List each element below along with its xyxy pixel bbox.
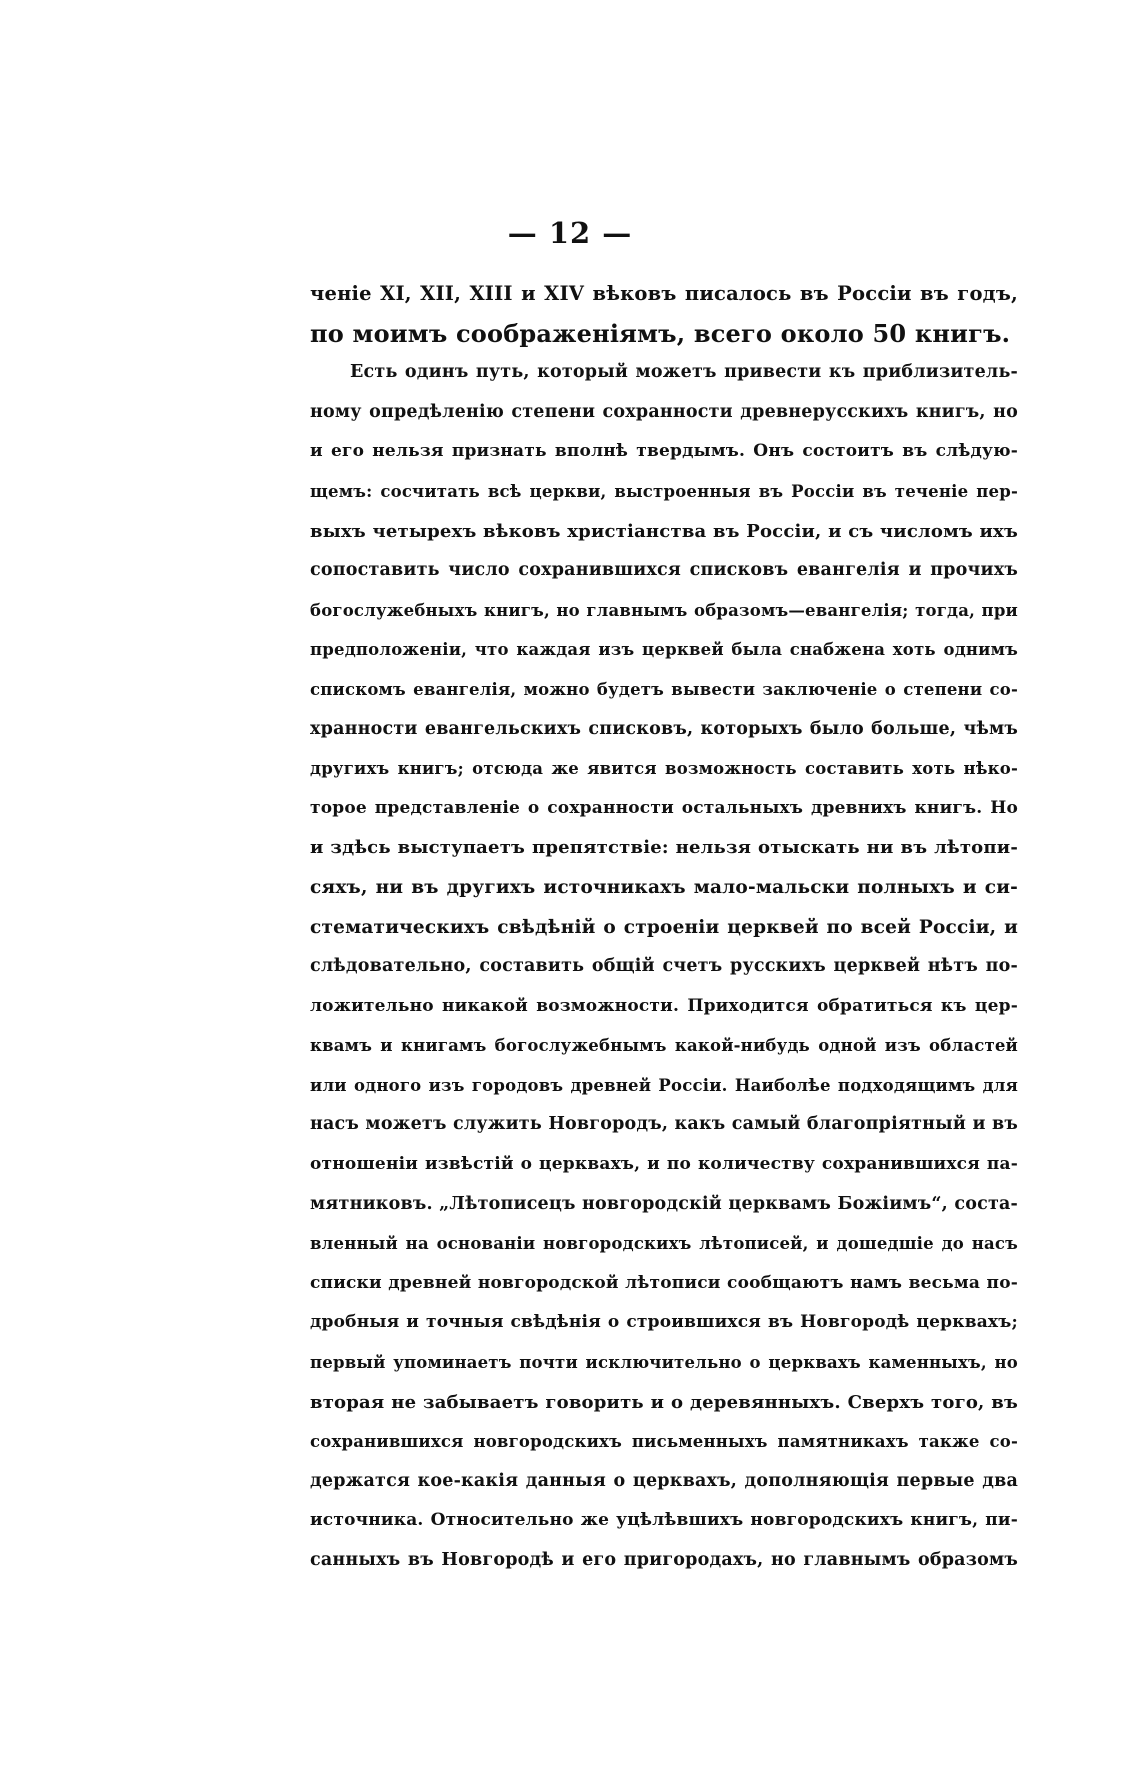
text-line: квамъ и книгамъ богослужебнымъ какой-нибудь одной изъ областей (310, 1036, 1018, 1056)
text-line: или одного изъ городовъ древней Россіи. Наиболѣе подходящимъ для (310, 1075, 1018, 1095)
text-line: сяхъ, ни въ другихъ источникахъ мало-мальски полныхъ и си- (310, 876, 1018, 898)
text-line: предположеніи, что каждая изъ церквей была снабжена хоть однимъ (310, 640, 1018, 660)
text-line: санныхъ въ Новгородѣ и его пригородахъ, но главнымъ образомъ (310, 1550, 1018, 1570)
text-line: отношеніи извѣстій о церквахъ, и по количеству сохранившихся па- (310, 1154, 1018, 1175)
text-line: хранности евангельскихъ списковъ, которыхъ было больше, чѣмъ (310, 718, 1018, 739)
page-number: — 12 — (507, 216, 633, 250)
text-line: списки древней новгородской лѣтописи сообщаютъ намъ весьма по- (310, 1272, 1018, 1293)
text-line: вленный на основаніи новгородскихъ лѣтописей, и дошедшіе до насъ (310, 1234, 1018, 1254)
text-line: слѣдовательно, составить общій счетъ русскихъ церквей нѣтъ по- (310, 956, 1018, 977)
text-line: другихъ книгъ; отсюда же явится возможность составить хоть нѣко- (310, 759, 1018, 779)
text-line: выхъ четырехъ вѣковъ христіанства въ Россіи, и съ числомъ ихъ (310, 520, 1018, 542)
text-line: сопоставить число сохранившихся списковъ евангелія и прочихъ (310, 560, 1018, 581)
text-line: насъ можетъ служить Новгородъ, какъ самый благопріятный и въ (310, 1114, 1018, 1135)
text-line: богослужебныхъ книгъ, но главнымъ образомъ—евангелія; тогда, при (310, 600, 1018, 620)
text-line: и здѣсь выступаетъ препятствіе: нельзя отыскать ни въ лѣтопи- (310, 837, 1018, 859)
text-line: и его нельзя признать вполнѣ твердымъ. Онъ состоитъ въ слѣдую- (310, 441, 1018, 462)
text-line: стематическихъ свѣдѣній о строеніи церквей по всей Россіи, и (310, 916, 1018, 938)
text-line: вторая не забываетъ говорить и о деревянныхъ. Сверхъ того, въ (310, 1391, 1018, 1413)
text-line: спискомъ евангелія, можно будетъ вывести заключеніе о степени со- (310, 679, 1018, 699)
text-line: щемъ: сосчитать всѣ церкви, выстроенныя въ Россіи въ теченіе пер- (310, 481, 1018, 501)
text-line: по моимъ соображеніямъ, всего около 50 книгъ. (310, 318, 1011, 348)
text-line: торое представленіе о сохранности остальныхъ древнихъ книгъ. Но (310, 797, 1018, 818)
text-line: ложительно никакой возможности. Приходится обратиться къ цер- (310, 995, 1018, 1016)
text-line: ному опредѣленію степени сохранности древнерусскихъ книгъ, но (310, 401, 1018, 422)
text-line: первый упоминаетъ почти исключительно о церквахъ каменныхъ, но (310, 1353, 1018, 1373)
text-line: источника. Относительно же уцѣлѣвшихъ новгородскихъ книгъ, пи- (310, 1510, 1018, 1531)
text-line: дробныя и точныя свѣдѣнія о строившихся въ Новгородѣ церквахъ; (310, 1312, 1018, 1333)
text-line: сохранившихся новгородскихъ письменныхъ памятникахъ также со- (310, 1432, 1018, 1452)
text-line: держатся кое-какія данныя о церквахъ, дополняющія первые два (310, 1470, 1018, 1491)
text-line: мятниковъ. „Лѣтописецъ новгородскій церквамъ Божіимъ“, соста- (310, 1193, 1018, 1214)
text-line: ченіе XI, XII, XIII и XIV вѣковъ писалось въ Россіи въ годъ, (310, 282, 1018, 305)
body-text (310, 274, 1018, 1581)
text-line: Есть одинъ путь, который можетъ привести къ приблизитель- (350, 362, 1018, 383)
